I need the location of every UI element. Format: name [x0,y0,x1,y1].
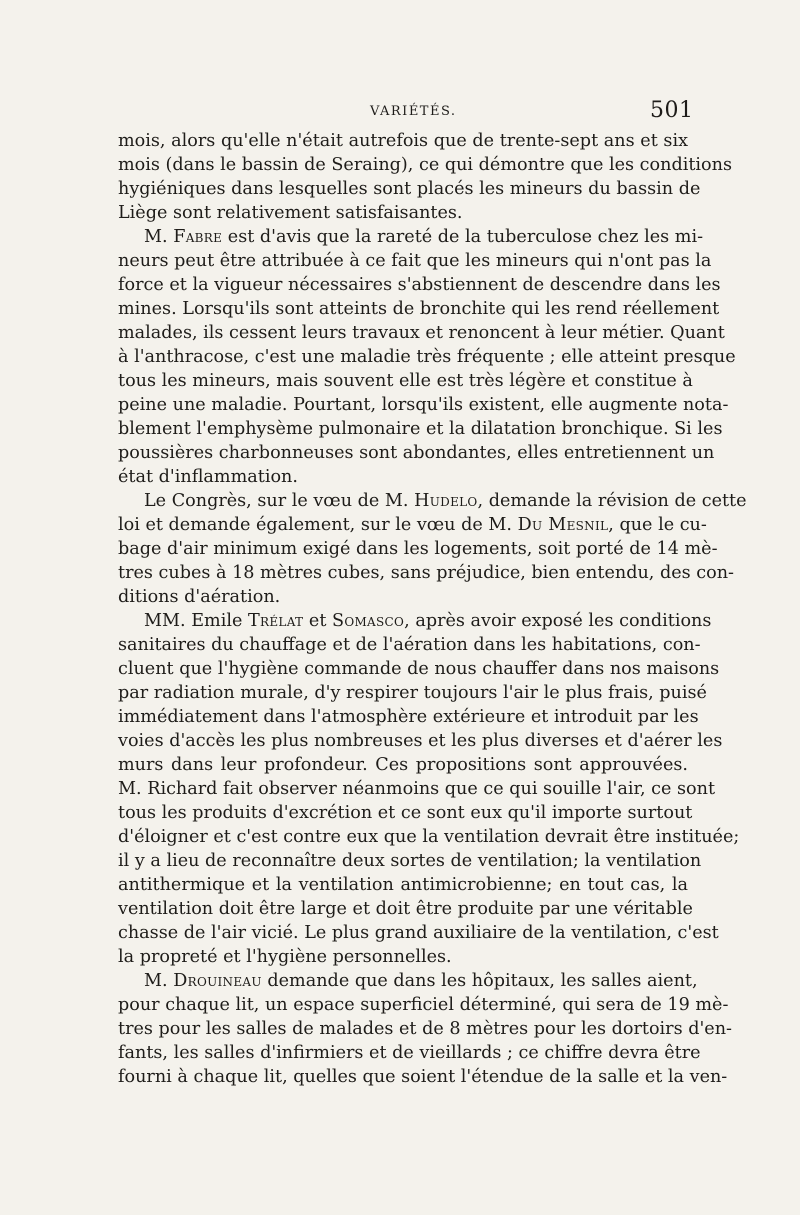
author-name: Hudelo [414,491,478,511]
text-line: neurs peut être attribuée à ce fait que les mineurs qui n'ont pas la [118,251,712,271]
text-line: poussières charbonneuses sont abondantes, elles entretiennent un [118,443,715,463]
text-line: tres pour les salles de malades et de 8 mètres pour les dortoirs d'en- [118,1019,732,1039]
text-line: mines. Lorsqu'ils sont atteints de bronchite qui les rend réellement [118,299,720,319]
text-line: bage d'air minimum exigé dans les logements, soit porté de 14 mè- [118,539,718,559]
text-line: la propreté et l'hygiène personnelles. [118,947,452,967]
text-line: mois, alors qu'elle n'était autrefois que de trente-sept ans et six [118,131,688,151]
author-name: Fabre [173,227,223,247]
author-name: Somasco [331,611,405,631]
text-line: ventilation doit être large et doit être produite par une véritable [118,899,693,919]
text-line: antithermique et la ventilation antimicrobienne; en tout cas, la [118,875,688,895]
author-name: Du Mesnil [517,515,609,535]
text-line: sanitaires du chauffage et de l'aération dans les habitations, con- [118,635,701,655]
text-line: pour chaque lit, un espace superficiel déterminé, qui sera de 19 mè- [118,995,729,1015]
text-line: peine une maladie. Pourtant, lorsqu'ils existent, elle augmente nota- [118,395,729,415]
text-line: tous les produits d'excrétion et ce sont eux qu'il importe surtout [118,803,693,823]
text-line: ditions d'aération. [118,587,281,607]
text-line: fants, les salles d'infirmiers et de vieillards ; ce chiffre devra être [118,1043,701,1063]
text-line: hygiéniques dans lesquelles sont placés les mineurs du bassin de [118,179,701,199]
text-line: fourni à chaque lit, quelles que soient l'étendue de la salle et la ven- [118,1067,728,1087]
text-line: chasse de l'air vicié. Le plus grand auxiliaire de la ventilation, c'est [118,923,719,943]
text-line: blement l'emphysème pulmonaire et la dilatation bronchique. Si les [118,419,723,439]
text-line: par radiation murale, d'y respirer toujours l'air le plus frais, puisé [118,683,707,703]
text-line: voies d'accès les plus nombreuses et les plus diverses et d'aérer les [118,731,723,751]
page-number: 501 [650,98,694,123]
text-line: M. Drouineau demande que dans les hôpitaux, les salles aient, [144,971,698,991]
text-line: il y a lieu de reconnaître deux sortes de ventilation; la ventilation [118,851,702,871]
author-name: Trélat [248,611,304,631]
text-line: MM. Emile Trélat et Somasco, après avoir exposé les conditions [144,611,712,631]
text-line: d'éloigner et c'est contre eux que la ventilation devrait être instituée; [118,827,740,847]
text-line: cluent que l'hygiène commande de nous chauffer dans nos maisons [118,659,720,679]
text-line: M. Fabre est d'avis que la rareté de la tuberculose chez les mi- [144,227,704,247]
text-line: mois (dans le bassin de Seraing), ce qui démontre que les conditions [118,155,732,175]
text-line: M. Richard fait observer néanmoins que ce qui souille l'air, ce sont [118,779,716,799]
author-name: Drouineau [173,971,262,991]
text-line: état d'inflammation. [118,467,298,487]
body-text [118,129,747,1089]
text-line: force et la vigueur nécessaires s'abstiennent de descendre dans les [118,275,721,295]
text-line: à l'anthracose, c'est une maladie très fréquente ; elle atteint presque [118,347,736,367]
text-line: Liège sont relativement satisfaisantes. [118,203,463,223]
running-header: VARIÉTÉS. [370,104,457,119]
text-line: Le Congrès, sur le vœu de M. Hudelo, demande la révision de cette [144,491,747,511]
text-line: malades, ils cessent leurs travaux et renoncent à leur métier. Quant [118,323,725,343]
text-line: tres cubes à 18 mètres cubes, sans préjudice, bien entendu, des con- [118,563,734,583]
text-line: murs dans leur profondeur. Ces propositions sont approuvées. [118,755,688,775]
text-line: loi et demande également, sur le vœu de M. Du Mesnil, que le cu- [118,515,707,535]
text-line: immédiatement dans l'atmosphère extérieure et introduit par les [118,707,699,727]
text-line: tous les mineurs, mais souvent elle est très légère et constitue à [118,371,693,391]
